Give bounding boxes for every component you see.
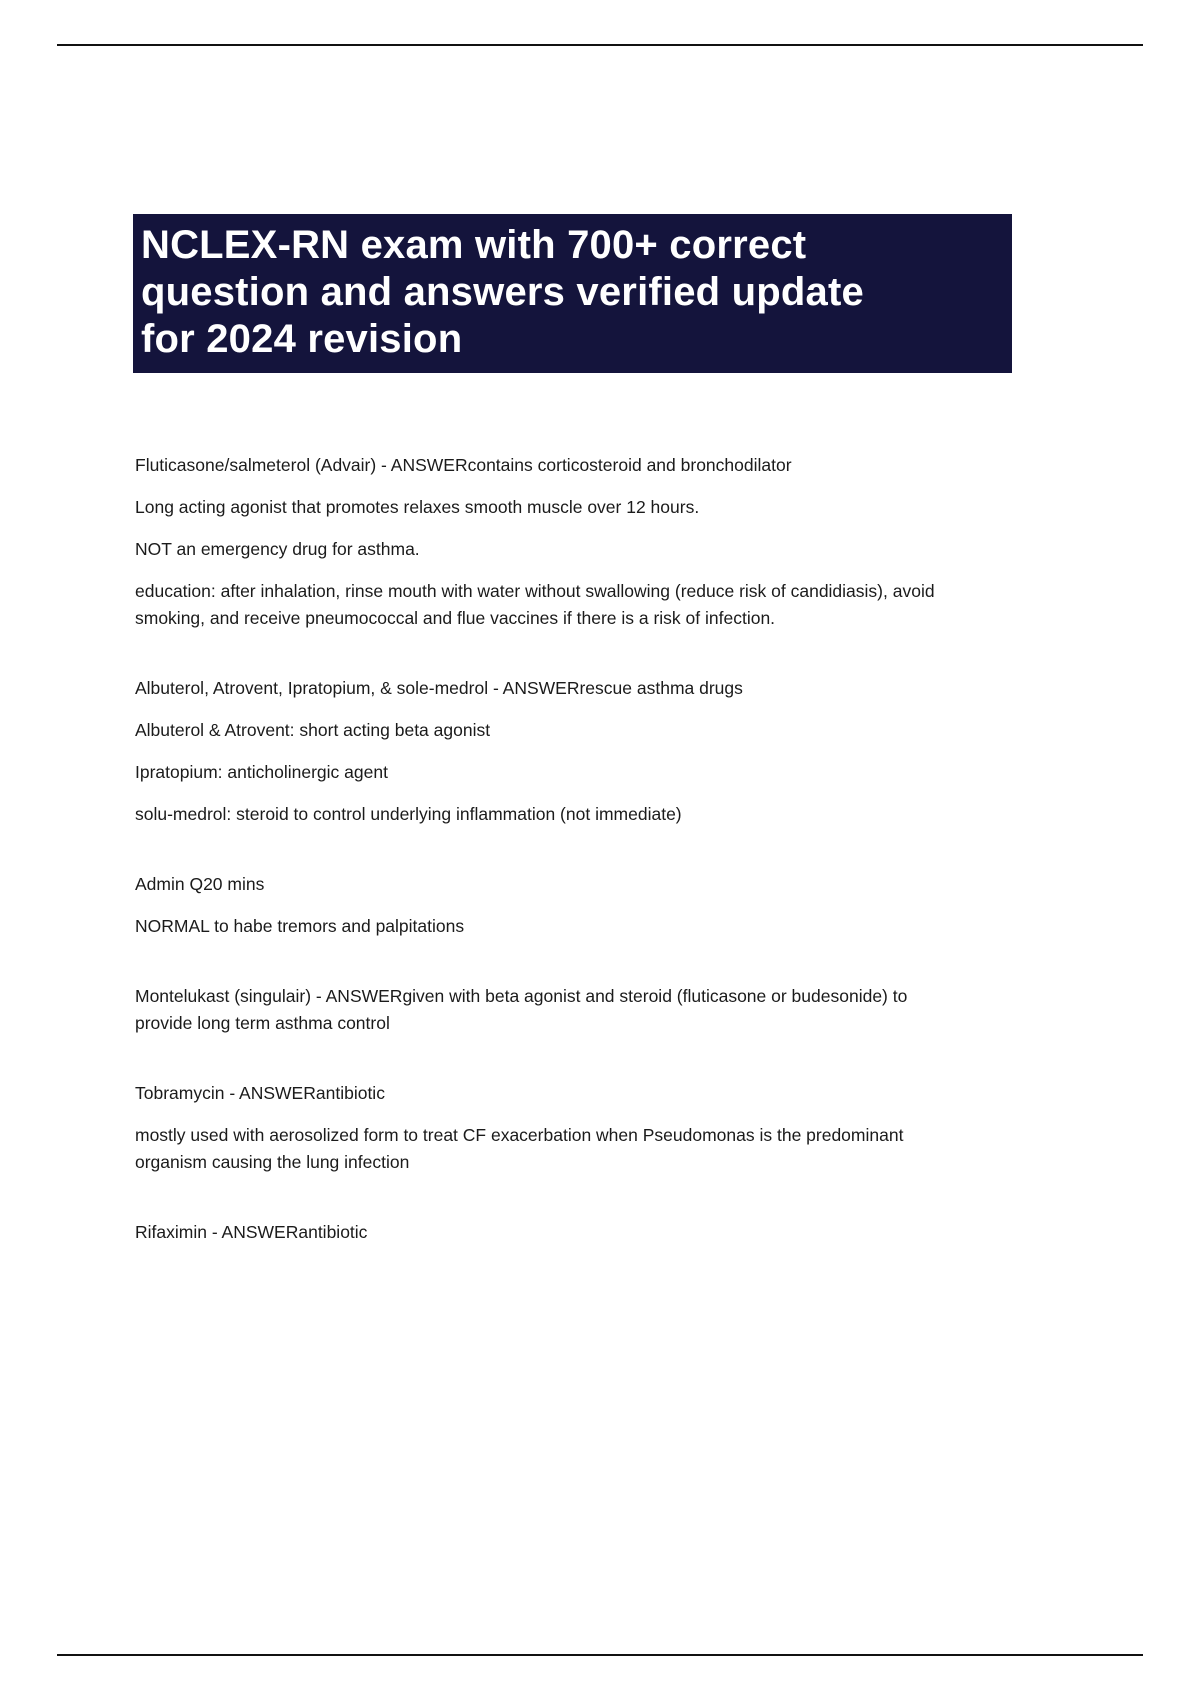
document-body (135, 452, 967, 1261)
title-line: NCLEX-RN exam with 700+ correct (141, 223, 807, 267)
paragraph: mostly used with aerosolized form to treat CF exacerbation when Pseudomonas is the predominant organism causing the lung infection (135, 1125, 904, 1172)
paragraph: solu-medrol: steroid to control underlying inflammation (not immediate) (135, 804, 682, 824)
paragraph: Long acting agonist that promotes relaxes smooth muscle over 12 hours. (135, 497, 700, 517)
paragraph: Ipratopium: anticholinergic agent (135, 762, 388, 782)
paragraph: education: after inhalation, rinse mouth with water without swallowing (reduce risk of candidiasis), avoid smoking, and receive pneumococcal and flue vaccines if there is a risk of infection. (135, 581, 935, 628)
title-line: for 2024 revision (141, 317, 463, 361)
paragraph: Rifaximin - ANSWERantibiotic (135, 1222, 368, 1242)
paragraph: Fluticasone/salmeterol (Advair) - ANSWERcontains corticosteroid and bronchodilator (135, 455, 792, 475)
paragraph: Albuterol, Atrovent, Ipratopium, & sole-medrol - ANSWERrescue asthma drugs (135, 678, 743, 698)
paragraph: Admin Q20 mins (135, 874, 265, 894)
paragraph: Albuterol & Atrovent: short acting beta agonist (135, 720, 491, 740)
top-horizontal-rule (57, 44, 1143, 46)
title-line: question and answers verified update (141, 270, 864, 314)
title-block (133, 214, 1012, 373)
paragraph: Tobramycin - ANSWERantibiotic (135, 1083, 385, 1103)
paragraph: NOT an emergency drug for asthma. (135, 539, 420, 559)
paragraph: Montelukast (singulair) - ANSWERgiven with beta agonist and steroid (fluticasone or budesonide) to provide long term asthma control (135, 986, 908, 1033)
bottom-horizontal-rule (57, 1654, 1143, 1656)
paragraph: NORMAL to habe tremors and palpitations (135, 916, 465, 936)
